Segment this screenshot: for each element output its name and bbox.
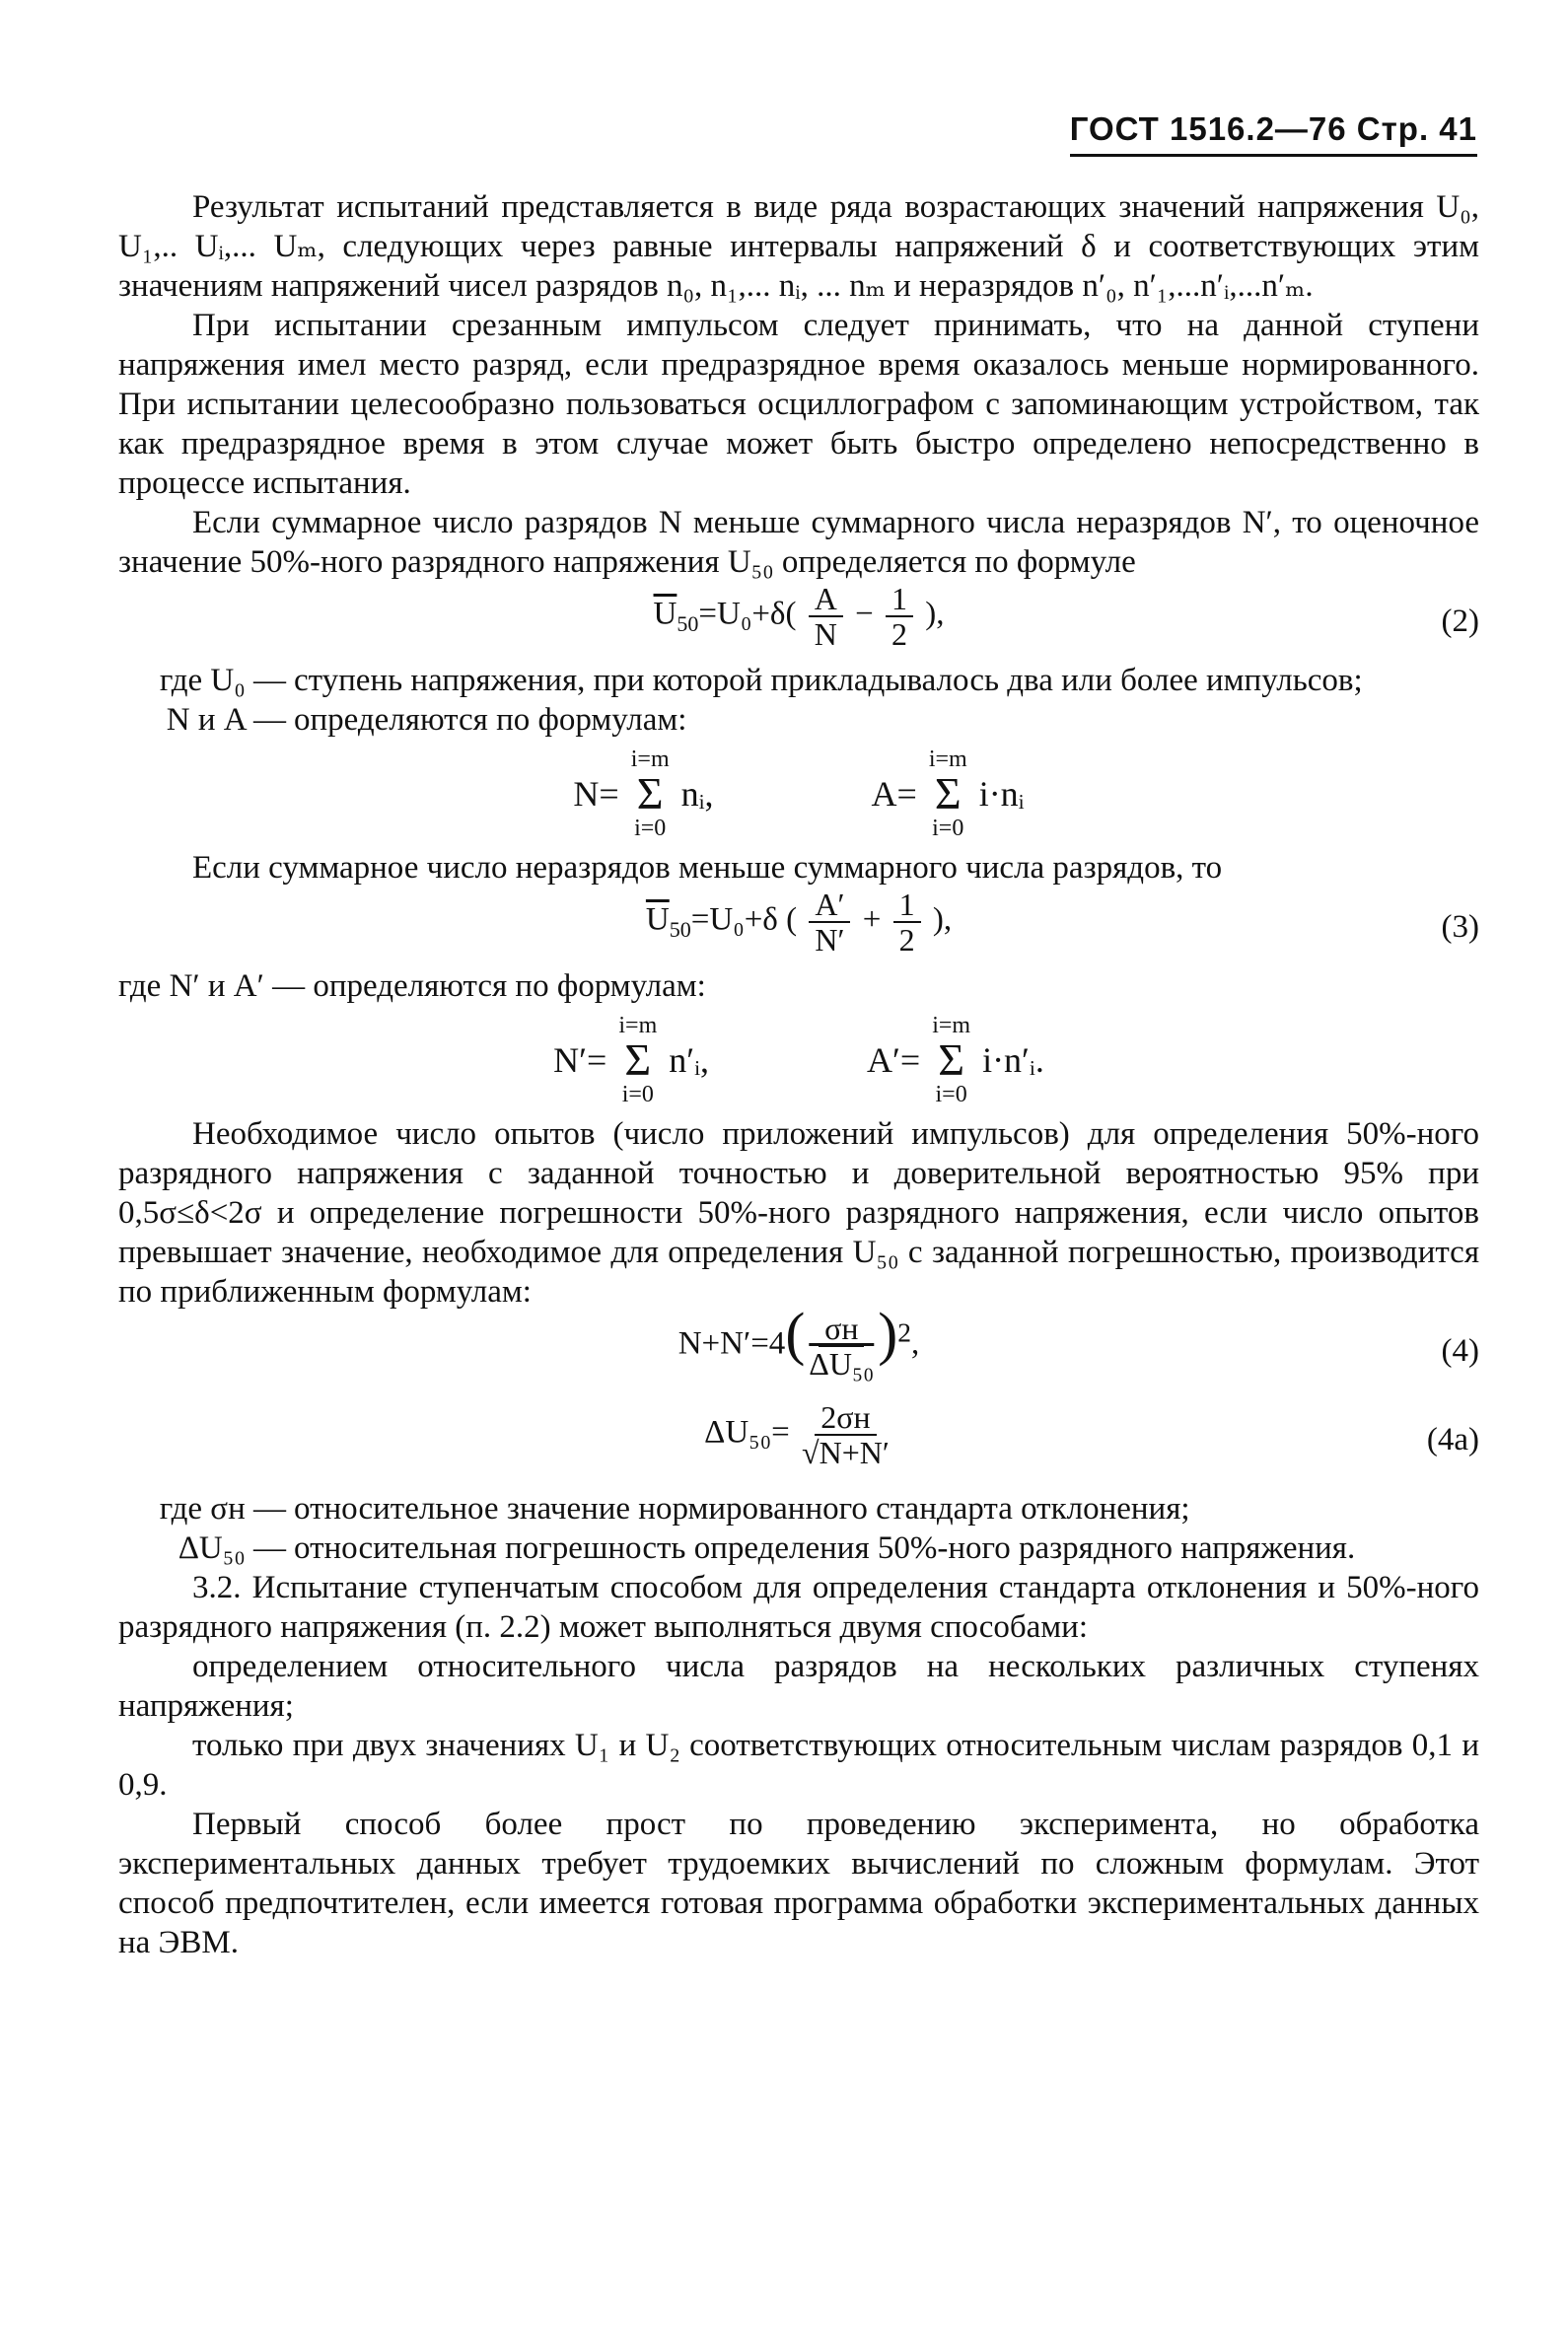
formula-number-2: (2) xyxy=(1441,604,1479,639)
formula-number-3: (3) xyxy=(1441,909,1479,945)
formula-4: N+N′=4( $\frac{\sigma н}{\text{ΔU₅₀}}$ )$^2$, (4) xyxy=(677,1301,1479,1382)
page-header: ГОСТ 1516.2—76 Стр. 41 xyxy=(1070,110,1477,157)
definition-delta-u50: ΔU₅₀ — относительная погрешность определения 50%-ного разрядного напряжения. xyxy=(178,1530,1356,1566)
formula-4a: ΔU₅₀= $\frac{2\sigma н}{√N+N'}$ (4а) xyxy=(704,1399,1479,1470)
paragraph-number-of-trials: Необходимое число опытов (число приложений импульсов) для определения 50%-ного разрядного напряжения с заданной точностью и доверительной вероятностью 95% при 0,5σ≤δ<2σ и определение погрешности 50%-ного разрядного напряжения, если число опытов превышает значение, необходимое для определения U₅₀ с заданной погрешностью, производится по приближенным формулам: xyxy=(118,1116,1479,1310)
paragraph-formula-intro: Если суммарное число разрядов N меньше суммарного числа неразрядов N′, то оценочное значение 50%-ного разрядного напряжения U₅₀ определяется по формуле xyxy=(118,505,1479,580)
document-body xyxy=(118,187,1479,1962)
formula-number-4a: (4а) xyxy=(1426,1422,1479,1457)
formula-number-4: (4) xyxy=(1441,1333,1479,1369)
sum-formulas-2 xyxy=(118,1006,1479,1114)
sum-a-prime: A′= i=m Σ i=0 i·n′ᵢ. xyxy=(867,1013,1044,1107)
paragraph-method-2: только при двух значениях U₁ и U₂ соответствующих относительным числам разрядов 0,1 и 0,9. xyxy=(118,1728,1479,1803)
f2-lhs: $\overline{U}$ xyxy=(653,596,677,632)
definition-sigma: где σн — относительное значение нормированного стандарта отклонения; xyxy=(159,1491,1190,1527)
formula-2: $\overline{U}_{50}=U_0+\delta$( $\frac{A}{N}$ − $\frac{1}{2}$ ), (2) xyxy=(653,581,1479,652)
sum-a: A= i=m Σ i=0 i·nᵢ xyxy=(871,746,1025,841)
sum-n: N= i=m Σ i=0 nᵢ, xyxy=(573,746,714,841)
paragraph-cut-impulse: При испытании срезанным импульсом следует принимать, что на данной ступени напряжения имел место разряд, если предразрядное время оказалось меньше нормированного. При испытании целесообразно пользоваться осциллографом с запоминающим устройством, так как предразрядное время в этом случае может быть быстро определено непосредственно в процессе испытания. xyxy=(118,308,1479,501)
definition-n-a: N и A — определяются по формулам: xyxy=(166,702,687,738)
definition-u0: где U₀ — ступень напряжения, при которой прикладывалось два или более импульсов; xyxy=(159,663,1363,698)
paragraph-n-prime: где N′ и A′ — определяются по формулам: xyxy=(118,968,706,1004)
paragraph-results: Результат испытаний представляется в виде ряда возрастающих значений напряжения U₀, U₁,.. Uᵢ,... Uₘ, следующих через равные интервалы напряжений δ и соответствующих этим значениям напряжений чисел разрядов n₀, n₁,... nᵢ, ... nₘ и неразрядов n′₀, n′₁,...n′ᵢ,...n′ₘ. xyxy=(118,189,1479,304)
paragraph-non-discharge: Если суммарное число неразрядов меньше суммарного числа разрядов, то xyxy=(192,850,1223,886)
sum-formulas-1 xyxy=(118,740,1479,848)
paragraph-method-1: определением относительного числа разрядов на нескольких различных ступенях напряжения; xyxy=(118,1649,1479,1724)
sum-n-prime: N′= i=m Σ i=0 n′ᵢ, xyxy=(553,1013,709,1107)
formula-3: $\overline{U}_{50}=U_0+\delta$ ( $\frac{A'}{N'}$ + $\frac{1}{2}$ ), (3) xyxy=(645,887,1479,958)
paragraph-3-2: 3.2. Испытание ступенчатым способом для определения стандарта отклонения и 50%-ного разрядного напряжения (п. 2.2) может выполняться двумя способами: xyxy=(118,1570,1479,1645)
paragraph-method-comparison: Первый способ более прост по проведению эксперимента, но обработка экспериментальных данных требует трудоемких вычислений по сложным формулам. Этот способ предпочтителен, если имеется готовая программа обработки экспериментальных данных на ЭВМ. xyxy=(118,1807,1479,1960)
